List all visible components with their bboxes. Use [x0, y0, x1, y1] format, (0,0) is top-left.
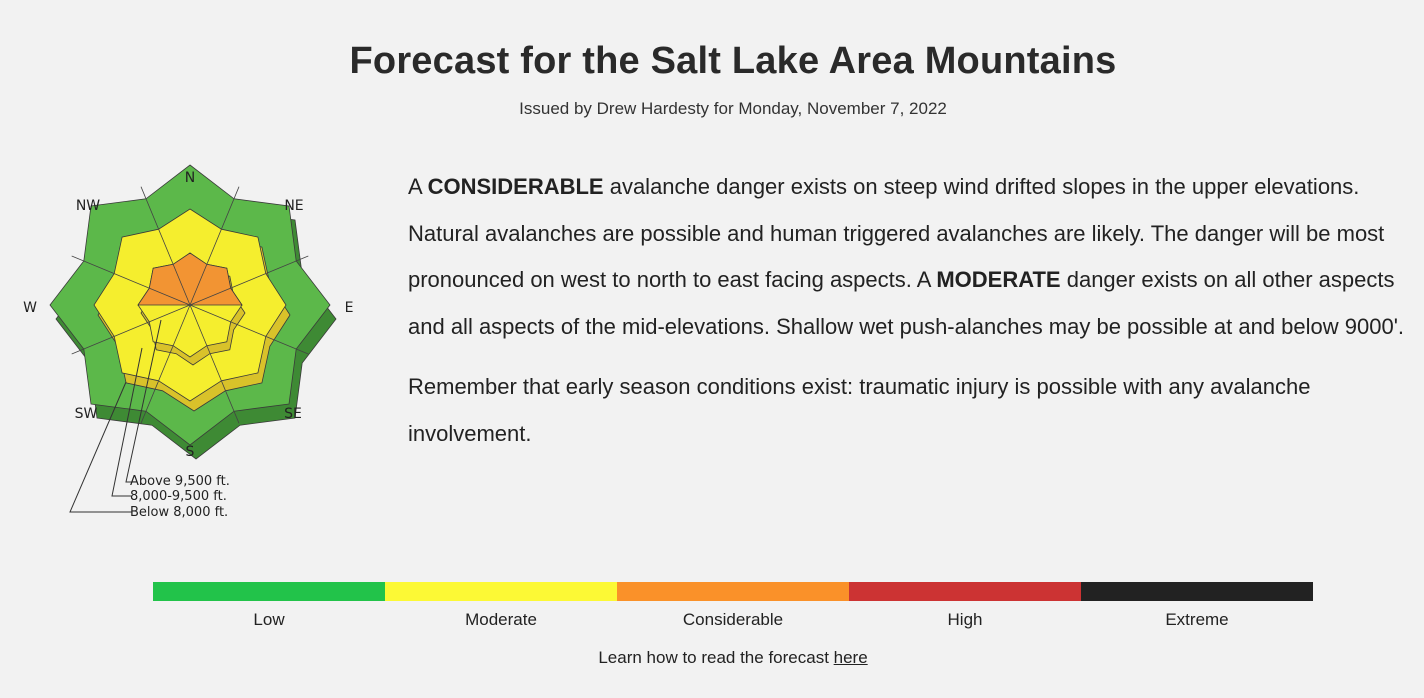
legend-swatch-high — [849, 582, 1081, 601]
legend-label: Low — [253, 610, 285, 629]
legend-swatch-extreme — [1081, 582, 1313, 601]
summary-paragraph: Remember that early season conditions exist: traumatic injury is possible with any avalanche involvement. — [408, 374, 1311, 446]
legend-swatch-considerable — [617, 582, 849, 601]
legend-item-considerable — [617, 582, 849, 630]
direction-label-w: W — [23, 300, 37, 316]
direction-label-e: E — [344, 300, 354, 316]
learn-here-link[interactable]: here — [833, 648, 868, 667]
learn-forecast-line — [0, 648, 1424, 668]
direction-label-ne: NE — [284, 198, 304, 214]
legend-swatch-low — [153, 582, 385, 601]
bottom-line-summary — [408, 164, 1408, 471]
legend-label: Moderate — [465, 610, 537, 629]
legend-label: Considerable — [682, 610, 784, 629]
legend-item-high — [849, 582, 1081, 630]
elevation-label-upper: Above 9,500 ft. — [130, 474, 230, 489]
danger-level-considerable: CONSIDERABLE — [427, 174, 604, 199]
issued-by: Issued by Drew Hardesty for Monday, November 7, 2022 — [519, 99, 947, 118]
legend-label: High — [947, 610, 983, 629]
summary-text: danger exists on all other aspects and all aspects of the mid-elevations. Shallow wet push-alanches may be possible at and below 9000'. — [408, 267, 1405, 339]
legend-swatch-moderate — [385, 582, 617, 601]
legend-item-low — [153, 582, 385, 630]
danger-level-moderate: MODERATE — [936, 267, 1061, 292]
danger-scale-legend — [153, 582, 1313, 630]
summary-text: A — [408, 174, 428, 199]
elevation-label-lower: Below 8,000 ft. — [130, 505, 229, 520]
elevation-label-mid: 8,000-9,500 ft. — [130, 489, 227, 504]
legend-item-extreme — [1081, 582, 1313, 630]
direction-label-nw: NW — [75, 198, 101, 214]
legend-item-moderate — [385, 582, 617, 630]
summary-paragraph — [408, 164, 1408, 350]
learn-text: Learn how to read the forecast — [598, 648, 834, 667]
direction-label-n: N — [184, 170, 196, 186]
direction-label-sw: SW — [74, 406, 98, 422]
direction-label-s: S — [185, 444, 195, 460]
danger-rose — [14, 160, 364, 530]
direction-label-se: SE — [284, 406, 302, 422]
danger-rose-graphic — [14, 160, 364, 530]
summary-text: avalanche danger exists on steep wind drifted slopes in the upper elevations. Natural avalanches are possible and human triggered avalanches are likely. The danger will be most pronounced on west to north to east facing aspects. A — [408, 174, 1385, 292]
page-title: Forecast for the Salt Lake Area Mountains — [349, 40, 1117, 82]
legend-label: Extreme — [1165, 610, 1229, 629]
